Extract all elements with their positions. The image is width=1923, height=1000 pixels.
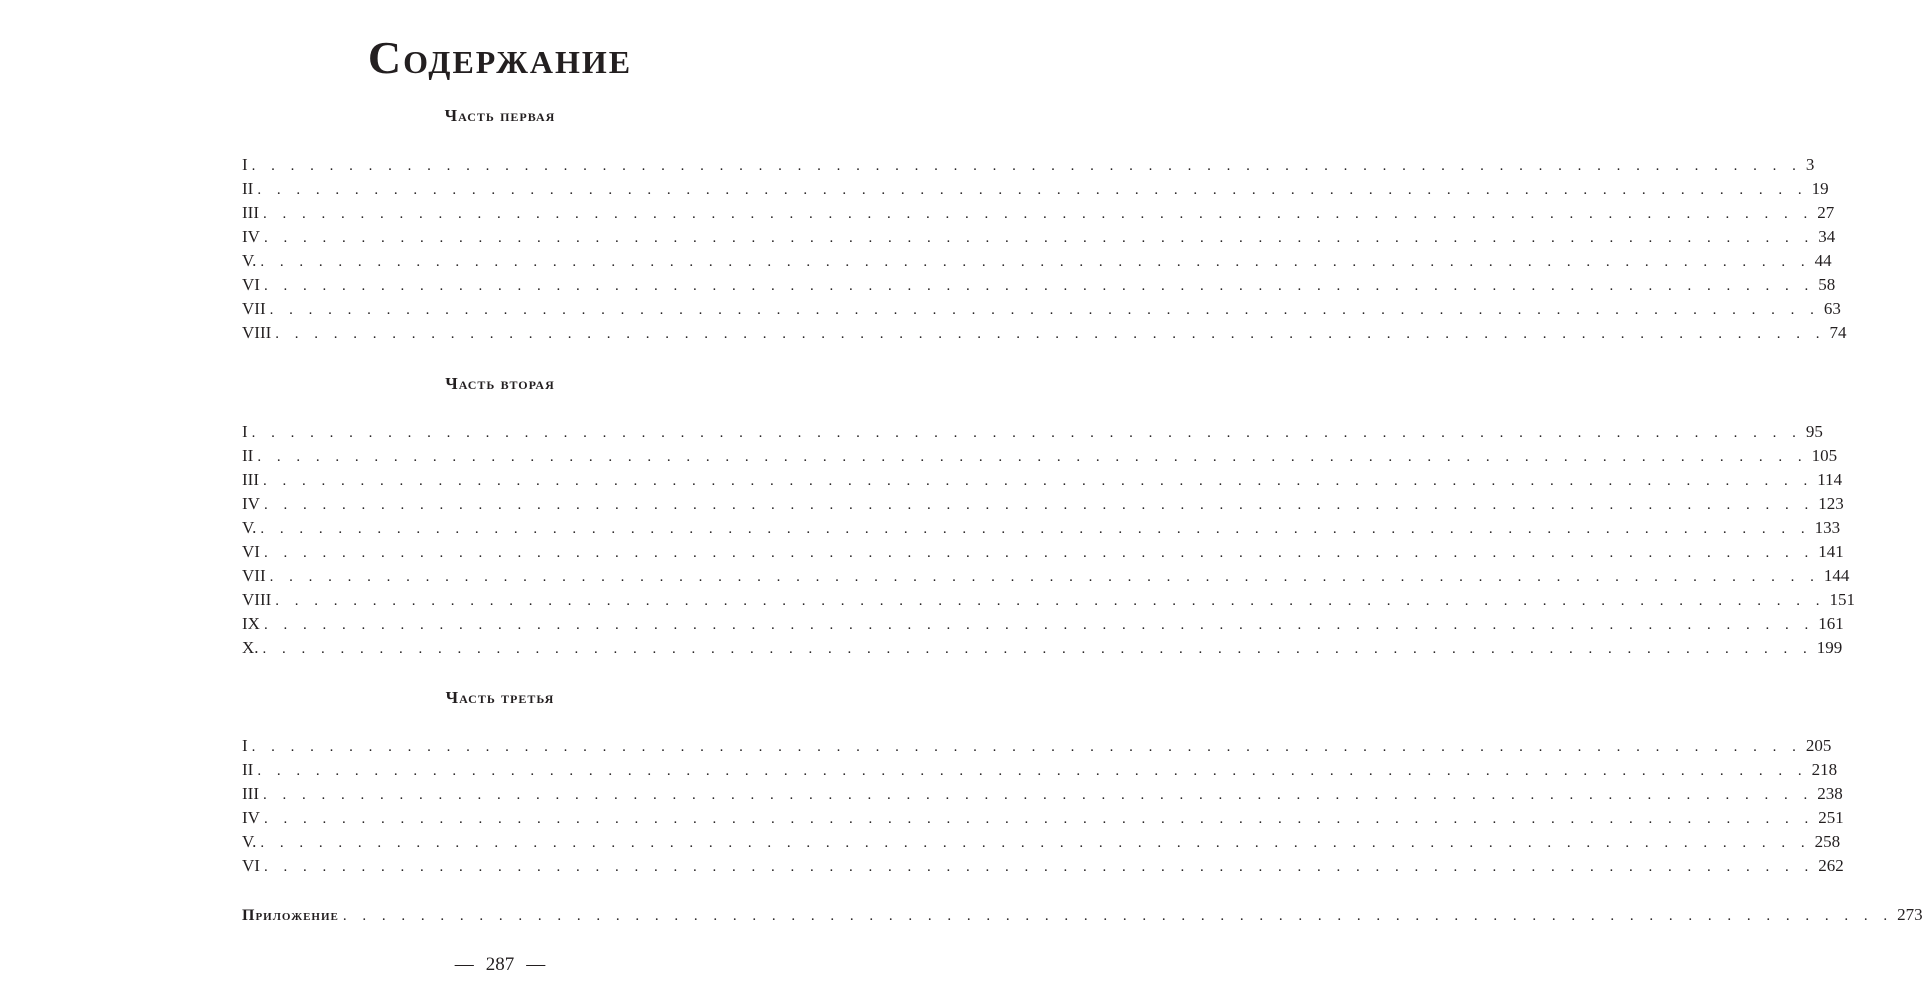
toc-leader-dots: . . . . . . . . . . . . . . . . . . . . . . . . . . . . . . . . . . . . . . . . . . . . . . . . . . . . . . . . . . . . . . . . . . . . . . . . . . . . . . . .	[262, 206, 1814, 222]
part-title-2: Часть вторая	[445, 374, 555, 393]
toc-entry-page: 199	[1816, 638, 1843, 657]
toc-entry[interactable]	[242, 758, 1838, 782]
toc-list-part-1	[242, 153, 1847, 345]
toc-leader-dots: . . . . . . . . . . . . . . . . . . . . . . . . . . . . . . . . . . . . . . . . . . . . . . . . . . . . . . . . . . . . . . . . . . . . . . . . . . . . . . . .	[257, 763, 1808, 779]
toc-entry-label: IV	[242, 808, 260, 827]
toc-entry[interactable]	[242, 420, 1823, 444]
toc-entry-page: 161	[1818, 614, 1844, 633]
toc-leader-dots: . . . . . . . . . . . . . . . . . . . . . . . . . . . . . . . . . . . . . . . . . . . . . . . . . . . . . . . . . . . . . . . . . . . . . . . . . . . . . . . .	[269, 302, 1820, 318]
toc-entry-label: II	[242, 179, 254, 198]
toc-entry[interactable]	[242, 516, 1841, 540]
part-title-3: Часть третья	[445, 688, 555, 707]
toc-entry-page: 3	[1805, 155, 1815, 174]
toc-entry[interactable]	[242, 588, 1856, 612]
toc-entry-label: X.	[242, 638, 259, 657]
toc-entry[interactable]	[242, 153, 1815, 177]
toc-entry-label: VI	[242, 275, 260, 294]
toc-entry-page: 19	[1811, 179, 1829, 198]
toc-leader-dots: . . . . . . . . . . . . . . . . . . . . . . . . . . . . . . . . . . . . . . . . . . . . . . . . . . . . . . . . . . . . . . . . . . . . . . . . . . . . . . . .	[260, 835, 1811, 851]
toc-entry[interactable]	[242, 782, 1843, 806]
toc-leader-dots: . . . . . . . . . . . . . . . . . . . . . . . . . . . . . . . . . . . . . . . . . . . . . . . . . . . . . . . . . . . . . . . . . . . . . . . . . . . . . . . .	[262, 787, 1814, 803]
toc-entry-page: 27	[1817, 203, 1835, 222]
toc-entry-label: III	[242, 470, 259, 489]
toc-entry-page: 251	[1818, 808, 1844, 827]
toc-leader-dots: . . . . . . . . . . . . . . . . . . . . . . . . . . . . . . . . . . . . . . . . . . . . . . . . . . . . . . . . . . . . . . . . . . . . . . . . . . . . . . . .	[342, 908, 1894, 924]
toc-entry[interactable]	[242, 636, 1843, 660]
toc-entry-label: III	[242, 203, 259, 222]
toc-leader-dots: . . . . . . . . . . . . . . . . . . . . . . . . . . . . . . . . . . . . . . . . . . . . . . . . . . . . . . . . . . . . . . . . . . . . . . . . . . . . . . . .	[263, 859, 1815, 875]
toc-entry-label: VII	[242, 566, 266, 585]
page-title: Содержание	[367, 32, 633, 83]
toc-entry-page: 74	[1829, 323, 1847, 342]
toc-leader-dots: . . . . . . . . . . . . . . . . . . . . . . . . . . . . . . . . . . . . . . . . . . . . . . . . . . . . . . . . . . . . . . . . . . . . . . . . . . . . . . . .	[263, 617, 1815, 633]
toc-entry[interactable]	[242, 806, 1844, 830]
toc-leader-dots: . . . . . . . . . . . . . . . . . . . . . . . . . . . . . . . . . . . . . . . . . . . . . . . . . . . . . . . . . . . . . . . . . . . . . . . . . . . . . . . .	[263, 230, 1815, 246]
toc-entry-label: II	[242, 446, 254, 465]
toc-entry-label: VIII	[242, 323, 272, 342]
toc-entry-label: VII	[242, 299, 266, 318]
toc-entry[interactable]	[242, 297, 1841, 321]
toc-entry-page: 58	[1818, 275, 1836, 294]
toc-entry-label: IV	[242, 494, 260, 513]
toc-entry[interactable]	[242, 734, 1832, 758]
toc-entry[interactable]	[242, 854, 1844, 878]
toc-leader-dots: . . . . . . . . . . . . . . . . . . . . . . . . . . . . . . . . . . . . . . . . . . . . . . . . . . . . . . . . . . . . . . . . . . . . . . . . . . . . . . . .	[260, 254, 1811, 270]
toc-entry-page: 105	[1811, 446, 1838, 465]
toc-entry-page: 151	[1829, 590, 1856, 609]
toc-leader-dots: . . . . . . . . . . . . . . . . . . . . . . . . . . . . . . . . . . . . . . . . . . . . . . . . . . . . . . . . . . . . . . . . . . . . . . . . . . . . . . . .	[269, 569, 1820, 585]
toc-entry-label: VIII	[242, 590, 272, 609]
toc-entry-page: 114	[1817, 470, 1843, 489]
toc-leader-dots: . . . . . . . . . . . . . . . . . . . . . . . . . . . . . . . . . . . . . . . . . . . . . . . . . . . . . . . . . . . . . . . . . . . . . . . . . . . . . . . .	[263, 497, 1815, 513]
toc-leader-dots: . . . . . . . . . . . . . . . . . . . . . . . . . . . . . . . . . . . . . . . . . . . . . . . . . . . . . . . . . . . . . . . . . . . . . . . . . . . . . . . .	[262, 641, 1813, 657]
toc-leader-dots: . . . . . . . . . . . . . . . . . . . . . . . . . . . . . . . . . . . . . . . . . . . . . . . . . . . . . . . . . . . . . . . . . . . . . . . . . . . . . . . .	[263, 545, 1815, 561]
toc-entry[interactable]	[242, 612, 1844, 636]
part-title-1: Часть первая	[444, 106, 556, 125]
toc-entry-label: III	[242, 784, 259, 803]
toc-entry[interactable]	[242, 177, 1829, 201]
toc-entry-page: 262	[1818, 856, 1844, 875]
toc-entry-page: 141	[1818, 542, 1844, 561]
toc-entry-label: II	[242, 760, 254, 779]
toc-entry[interactable]	[242, 249, 1832, 273]
toc-entry[interactable]	[242, 273, 1836, 297]
toc-entry-page: 258	[1814, 832, 1841, 851]
toc-entry[interactable]	[242, 225, 1836, 249]
toc-entry[interactable]	[242, 540, 1844, 564]
toc-entry-page: 63	[1823, 299, 1841, 318]
toc-entry-page: 144	[1823, 566, 1850, 585]
toc-entry-label: I	[242, 736, 248, 755]
toc-leader-dots: . . . . . . . . . . . . . . . . . . . . . . . . . . . . . . . . . . . . . . . . . . . . . . . . . . . . . . . . . . . . . . . . . . . . . . . . . . . . . . . .	[251, 739, 1802, 755]
toc-entry-label: Приложение	[242, 907, 339, 924]
toc-entry[interactable]	[242, 444, 1838, 468]
toc-entry-page: 218	[1811, 760, 1838, 779]
toc-list-part-3	[242, 734, 1844, 878]
toc-leader-dots: . . . . . . . . . . . . . . . . . . . . . . . . . . . . . . . . . . . . . . . . . . . . . . . . . . . . . . . . . . . . . . . . . . . . . . . . . . . . . . . .	[263, 278, 1815, 294]
toc-entry[interactable]	[242, 468, 1843, 492]
toc-entry-label: IX	[242, 614, 260, 633]
toc-entry-page: 34	[1818, 227, 1836, 246]
toc-leader-dots: . . . . . . . . . . . . . . . . . . . . . . . . . . . . . . . . . . . . . . . . . . . . . . . . . . . . . . . . . . . . . . . . . . . . . . . . . . . . . . . .	[251, 158, 1802, 174]
toc-leader-dots: . . . . . . . . . . . . . . . . . . . . . . . . . . . . . . . . . . . . . . . . . . . . . . . . . . . . . . . . . . . . . . . . . . . . . . . . . . . . . . . .	[257, 449, 1808, 465]
page-folio	[0, 952, 1000, 978]
toc-entry-label: I	[242, 155, 248, 174]
toc-entry-label: VI	[242, 856, 260, 875]
toc-entry-label: V.	[242, 832, 257, 851]
toc-leader-dots: . . . . . . . . . . . . . . . . . . . . . . . . . . . . . . . . . . . . . . . . . . . . . . . . . . . . . . . . . . . . . . . . . . . . . . . . . . . . . . . .	[275, 593, 1826, 609]
toc-entry-appendix[interactable]	[242, 903, 1923, 927]
toc-entry-label: V.	[242, 251, 257, 270]
toc-entry-page: 95	[1805, 422, 1823, 441]
toc-entry-page: 238	[1817, 784, 1843, 803]
toc-entry[interactable]	[242, 201, 1835, 225]
toc-entry-page: 205	[1805, 736, 1832, 755]
toc-leader-dots: . . . . . . . . . . . . . . . . . . . . . . . . . . . . . . . . . . . . . . . . . . . . . . . . . . . . . . . . . . . . . . . . . . . . . . . . . . . . . . . .	[275, 326, 1826, 342]
folio-number: 287	[485, 954, 515, 975]
toc-leader-dots: . . . . . . . . . . . . . . . . . . . . . . . . . . . . . . . . . . . . . . . . . . . . . . . . . . . . . . . . . . . . . . . . . . . . . . . . . . . . . . . .	[251, 425, 1802, 441]
toc-entry-page: 273	[1897, 905, 1923, 924]
toc-entry-label: IV	[242, 227, 260, 246]
toc-entry[interactable]	[242, 564, 1850, 588]
toc-leader-dots: . . . . . . . . . . . . . . . . . . . . . . . . . . . . . . . . . . . . . . . . . . . . . . . . . . . . . . . . . . . . . . . . . . . . . . . . . . . . . . . .	[263, 811, 1815, 827]
folio-dash-left: —	[454, 954, 474, 975]
toc-leader-dots: . . . . . . . . . . . . . . . . . . . . . . . . . . . . . . . . . . . . . . . . . . . . . . . . . . . . . . . . . . . . . . . . . . . . . . . . . . . . . . . .	[257, 182, 1808, 198]
toc-entry-page: 123	[1818, 494, 1844, 513]
toc-list-part-2	[242, 420, 1856, 660]
toc-entry-label: V.	[242, 518, 257, 537]
toc-entry-page: 44	[1814, 251, 1832, 270]
toc-entry[interactable]	[242, 492, 1844, 516]
toc-leader-dots: . . . . . . . . . . . . . . . . . . . . . . . . . . . . . . . . . . . . . . . . . . . . . . . . . . . . . . . . . . . . . . . . . . . . . . . . . . . . . . . .	[262, 473, 1814, 489]
toc-leader-dots: . . . . . . . . . . . . . . . . . . . . . . . . . . . . . . . . . . . . . . . . . . . . . . . . . . . . . . . . . . . . . . . . . . . . . . . . . . . . . . . .	[260, 521, 1811, 537]
toc-list-appendix	[242, 903, 1923, 927]
toc-entry[interactable]	[242, 830, 1841, 854]
toc-entry[interactable]	[242, 321, 1847, 345]
folio-dash-right: —	[526, 954, 546, 975]
toc-entry-label: VI	[242, 542, 260, 561]
toc-entry-page: 133	[1814, 518, 1841, 537]
toc-entry-label: I	[242, 422, 248, 441]
